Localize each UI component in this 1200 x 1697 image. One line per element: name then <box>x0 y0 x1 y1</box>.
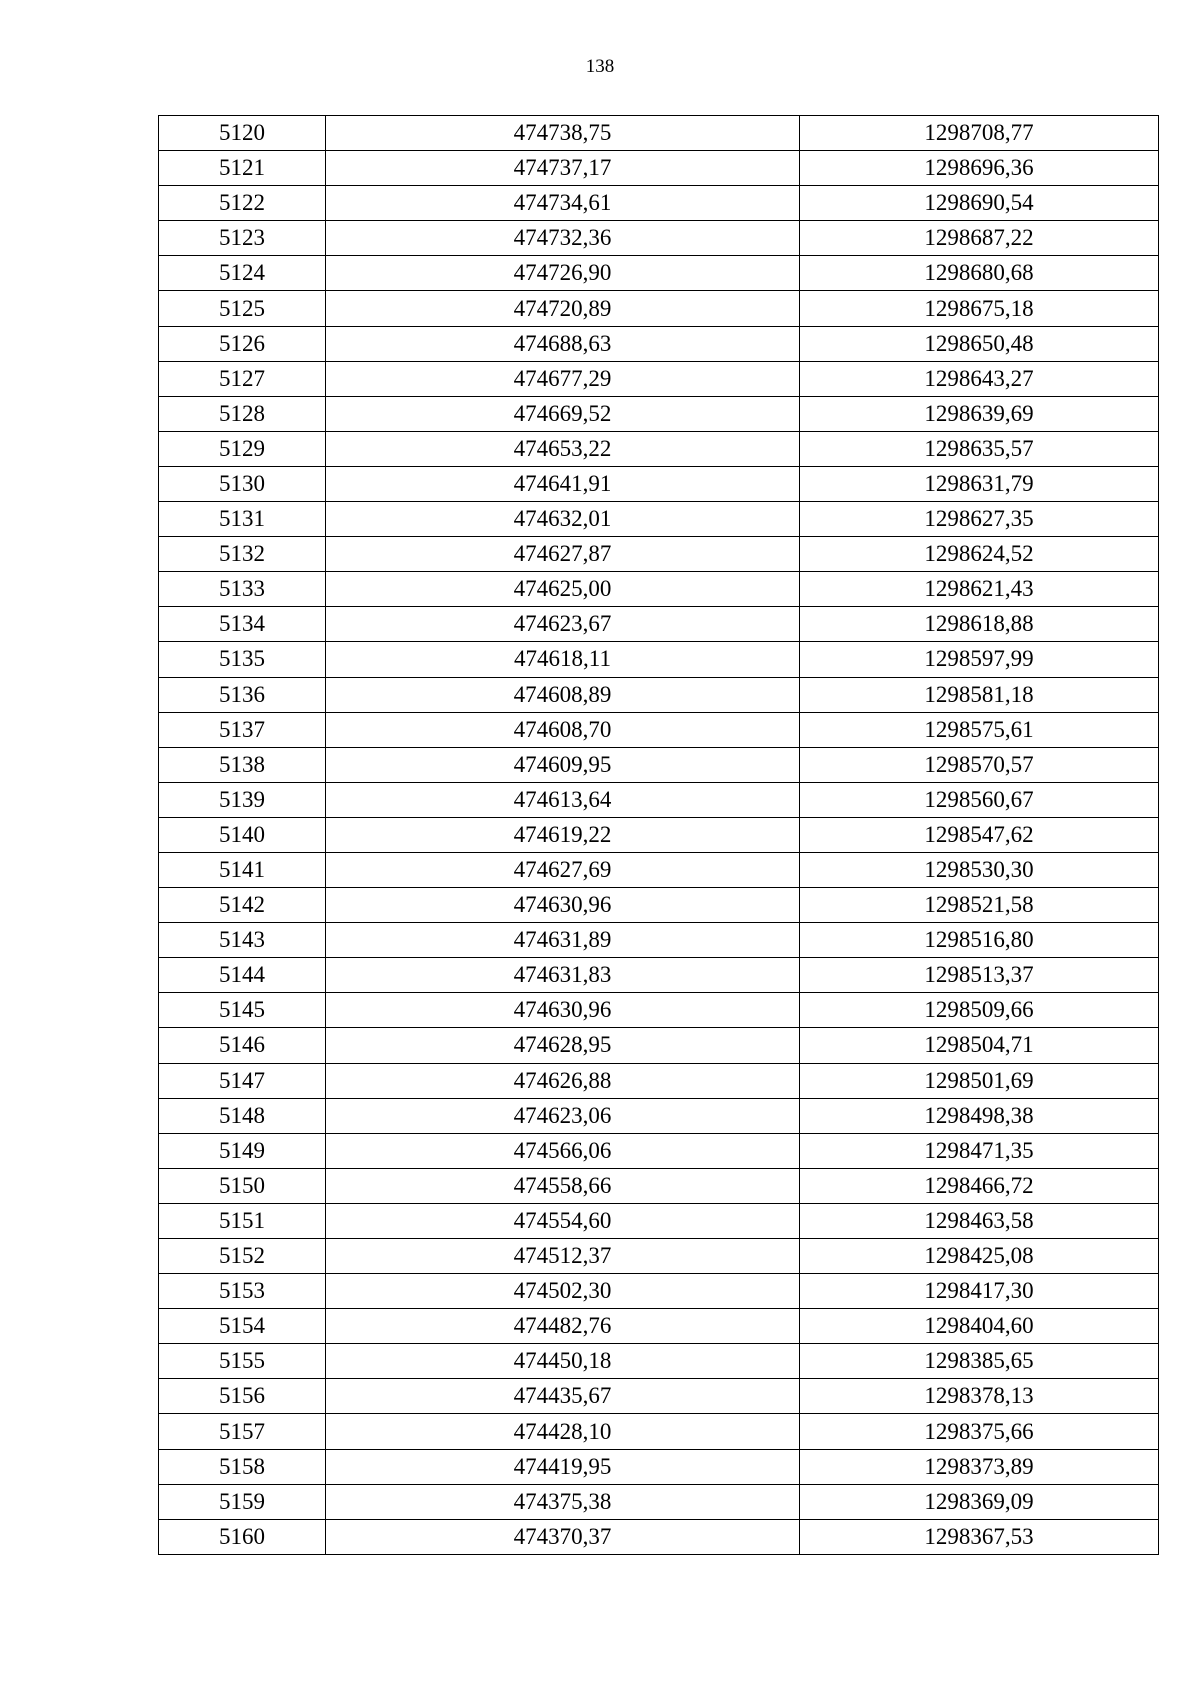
point-number-cell: 5129 <box>159 431 326 466</box>
x-coordinate-cell: 474554,60 <box>326 1203 800 1238</box>
y-coordinate-cell: 1298501,69 <box>800 1063 1159 1098</box>
point-number-cell: 5153 <box>159 1274 326 1309</box>
point-number-cell: 5128 <box>159 396 326 431</box>
table-row <box>159 1133 1159 1168</box>
y-coordinate-cell: 1298624,52 <box>800 537 1159 572</box>
point-number-cell: 5125 <box>159 291 326 326</box>
x-coordinate-cell: 474627,69 <box>326 852 800 887</box>
x-coordinate-cell: 474631,89 <box>326 923 800 958</box>
table-row <box>159 1484 1159 1519</box>
point-number-cell: 5121 <box>159 151 326 186</box>
point-number-cell: 5147 <box>159 1063 326 1098</box>
table-row <box>159 1344 1159 1379</box>
y-coordinate-cell: 1298675,18 <box>800 291 1159 326</box>
table-row <box>159 677 1159 712</box>
coordinates-table-body <box>159 116 1159 1555</box>
y-coordinate-cell: 1298650,48 <box>800 326 1159 361</box>
y-coordinate-cell: 1298581,18 <box>800 677 1159 712</box>
table-row <box>159 817 1159 852</box>
y-coordinate-cell: 1298498,38 <box>800 1098 1159 1133</box>
y-coordinate-cell: 1298643,27 <box>800 361 1159 396</box>
x-coordinate-cell: 474625,00 <box>326 572 800 607</box>
point-number-cell: 5123 <box>159 221 326 256</box>
table-row <box>159 151 1159 186</box>
table-row <box>159 1414 1159 1449</box>
table-row <box>159 572 1159 607</box>
point-number-cell: 5132 <box>159 537 326 572</box>
y-coordinate-cell: 1298373,89 <box>800 1449 1159 1484</box>
table-row <box>159 1239 1159 1274</box>
x-coordinate-cell: 474502,30 <box>326 1274 800 1309</box>
point-number-cell: 5133 <box>159 572 326 607</box>
y-coordinate-cell: 1298378,13 <box>800 1379 1159 1414</box>
x-coordinate-cell: 474630,96 <box>326 993 800 1028</box>
point-number-cell: 5146 <box>159 1028 326 1063</box>
x-coordinate-cell: 474677,29 <box>326 361 800 396</box>
page-number: 138 <box>585 56 615 77</box>
y-coordinate-cell: 1298570,57 <box>800 747 1159 782</box>
x-coordinate-cell: 474608,89 <box>326 677 800 712</box>
table-row <box>159 466 1159 501</box>
point-number-cell: 5140 <box>159 817 326 852</box>
point-number-cell: 5143 <box>159 923 326 958</box>
table-row <box>159 747 1159 782</box>
x-coordinate-cell: 474737,17 <box>326 151 800 186</box>
table-row <box>159 852 1159 887</box>
table-row <box>159 502 1159 537</box>
x-coordinate-cell: 474626,88 <box>326 1063 800 1098</box>
x-coordinate-cell: 474482,76 <box>326 1309 800 1344</box>
y-coordinate-cell: 1298367,53 <box>800 1519 1159 1554</box>
table-row <box>159 1168 1159 1203</box>
x-coordinate-cell: 474375,38 <box>326 1484 800 1519</box>
table-row <box>159 782 1159 817</box>
table-row <box>159 993 1159 1028</box>
x-coordinate-cell: 474688,63 <box>326 326 800 361</box>
y-coordinate-cell: 1298547,62 <box>800 817 1159 852</box>
table-row <box>159 431 1159 466</box>
point-number-cell: 5159 <box>159 1484 326 1519</box>
y-coordinate-cell: 1298509,66 <box>800 993 1159 1028</box>
x-coordinate-cell: 474623,67 <box>326 607 800 642</box>
point-number-cell: 5154 <box>159 1309 326 1344</box>
y-coordinate-cell: 1298639,69 <box>800 396 1159 431</box>
point-number-cell: 5131 <box>159 502 326 537</box>
point-number-cell: 5142 <box>159 888 326 923</box>
table-row <box>159 642 1159 677</box>
point-number-cell: 5138 <box>159 747 326 782</box>
y-coordinate-cell: 1298521,58 <box>800 888 1159 923</box>
point-number-cell: 5144 <box>159 958 326 993</box>
table-row <box>159 537 1159 572</box>
point-number-cell: 5150 <box>159 1168 326 1203</box>
y-coordinate-cell: 1298425,08 <box>800 1239 1159 1274</box>
table-row <box>159 221 1159 256</box>
x-coordinate-cell: 474370,37 <box>326 1519 800 1554</box>
table-row <box>159 1519 1159 1554</box>
y-coordinate-cell: 1298404,60 <box>800 1309 1159 1344</box>
table-row <box>159 1098 1159 1133</box>
y-coordinate-cell: 1298530,30 <box>800 852 1159 887</box>
y-coordinate-cell: 1298417,30 <box>800 1274 1159 1309</box>
point-number-cell: 5157 <box>159 1414 326 1449</box>
x-coordinate-cell: 474450,18 <box>326 1344 800 1379</box>
y-coordinate-cell: 1298696,36 <box>800 151 1159 186</box>
y-coordinate-cell: 1298466,72 <box>800 1168 1159 1203</box>
table-row <box>159 958 1159 993</box>
y-coordinate-cell: 1298471,35 <box>800 1133 1159 1168</box>
y-coordinate-cell: 1298621,43 <box>800 572 1159 607</box>
table-row <box>159 256 1159 291</box>
point-number-cell: 5156 <box>159 1379 326 1414</box>
table-row <box>159 1203 1159 1238</box>
point-number-cell: 5122 <box>159 186 326 221</box>
table-row <box>159 1379 1159 1414</box>
x-coordinate-cell: 474512,37 <box>326 1239 800 1274</box>
table-row <box>159 712 1159 747</box>
point-number-cell: 5152 <box>159 1239 326 1274</box>
x-coordinate-cell: 474669,52 <box>326 396 800 431</box>
x-coordinate-cell: 474566,06 <box>326 1133 800 1168</box>
y-coordinate-cell: 1298463,58 <box>800 1203 1159 1238</box>
table-row <box>159 1449 1159 1484</box>
x-coordinate-cell: 474641,91 <box>326 466 800 501</box>
point-number-cell: 5151 <box>159 1203 326 1238</box>
table-row <box>159 186 1159 221</box>
point-number-cell: 5126 <box>159 326 326 361</box>
x-coordinate-cell: 474609,95 <box>326 747 800 782</box>
point-number-cell: 5130 <box>159 466 326 501</box>
x-coordinate-cell: 474630,96 <box>326 888 800 923</box>
y-coordinate-cell: 1298708,77 <box>800 116 1159 151</box>
x-coordinate-cell: 474628,95 <box>326 1028 800 1063</box>
x-coordinate-cell: 474653,22 <box>326 431 800 466</box>
point-number-cell: 5137 <box>159 712 326 747</box>
x-coordinate-cell: 474631,83 <box>326 958 800 993</box>
y-coordinate-cell: 1298575,61 <box>800 712 1159 747</box>
point-number-cell: 5124 <box>159 256 326 291</box>
point-number-cell: 5127 <box>159 361 326 396</box>
table-row <box>159 607 1159 642</box>
point-number-cell: 5149 <box>159 1133 326 1168</box>
point-number-cell: 5141 <box>159 852 326 887</box>
y-coordinate-cell: 1298385,65 <box>800 1344 1159 1379</box>
table-row <box>159 923 1159 958</box>
point-number-cell: 5134 <box>159 607 326 642</box>
y-coordinate-cell: 1298369,09 <box>800 1484 1159 1519</box>
y-coordinate-cell: 1298516,80 <box>800 923 1159 958</box>
y-coordinate-cell: 1298513,37 <box>800 958 1159 993</box>
x-coordinate-cell: 474558,66 <box>326 1168 800 1203</box>
point-number-cell: 5120 <box>159 116 326 151</box>
coordinates-table <box>158 115 1159 1555</box>
point-number-cell: 5136 <box>159 677 326 712</box>
y-coordinate-cell: 1298635,57 <box>800 431 1159 466</box>
y-coordinate-cell: 1298690,54 <box>800 186 1159 221</box>
table-row <box>159 396 1159 431</box>
table-row <box>159 1309 1159 1344</box>
point-number-cell: 5155 <box>159 1344 326 1379</box>
y-coordinate-cell: 1298627,35 <box>800 502 1159 537</box>
x-coordinate-cell: 474623,06 <box>326 1098 800 1133</box>
x-coordinate-cell: 474738,75 <box>326 116 800 151</box>
y-coordinate-cell: 1298680,68 <box>800 256 1159 291</box>
point-number-cell: 5145 <box>159 993 326 1028</box>
x-coordinate-cell: 474732,36 <box>326 221 800 256</box>
x-coordinate-cell: 474419,95 <box>326 1449 800 1484</box>
y-coordinate-cell: 1298560,67 <box>800 782 1159 817</box>
x-coordinate-cell: 474608,70 <box>326 712 800 747</box>
x-coordinate-cell: 474435,67 <box>326 1379 800 1414</box>
x-coordinate-cell: 474428,10 <box>326 1414 800 1449</box>
y-coordinate-cell: 1298631,79 <box>800 466 1159 501</box>
x-coordinate-cell: 474627,87 <box>326 537 800 572</box>
table-row <box>159 291 1159 326</box>
table-row <box>159 1063 1159 1098</box>
x-coordinate-cell: 474613,64 <box>326 782 800 817</box>
point-number-cell: 5135 <box>159 642 326 677</box>
point-number-cell: 5139 <box>159 782 326 817</box>
table-row <box>159 361 1159 396</box>
table-row <box>159 326 1159 361</box>
point-number-cell: 5158 <box>159 1449 326 1484</box>
y-coordinate-cell: 1298687,22 <box>800 221 1159 256</box>
point-number-cell: 5148 <box>159 1098 326 1133</box>
x-coordinate-cell: 474720,89 <box>326 291 800 326</box>
point-number-cell: 5160 <box>159 1519 326 1554</box>
table-row <box>159 888 1159 923</box>
y-coordinate-cell: 1298597,99 <box>800 642 1159 677</box>
x-coordinate-cell: 474618,11 <box>326 642 800 677</box>
y-coordinate-cell: 1298618,88 <box>800 607 1159 642</box>
table-row <box>159 116 1159 151</box>
x-coordinate-cell: 474632,01 <box>326 502 800 537</box>
x-coordinate-cell: 474734,61 <box>326 186 800 221</box>
table-row <box>159 1274 1159 1309</box>
x-coordinate-cell: 474726,90 <box>326 256 800 291</box>
y-coordinate-cell: 1298375,66 <box>800 1414 1159 1449</box>
table-row <box>159 1028 1159 1063</box>
y-coordinate-cell: 1298504,71 <box>800 1028 1159 1063</box>
x-coordinate-cell: 474619,22 <box>326 817 800 852</box>
